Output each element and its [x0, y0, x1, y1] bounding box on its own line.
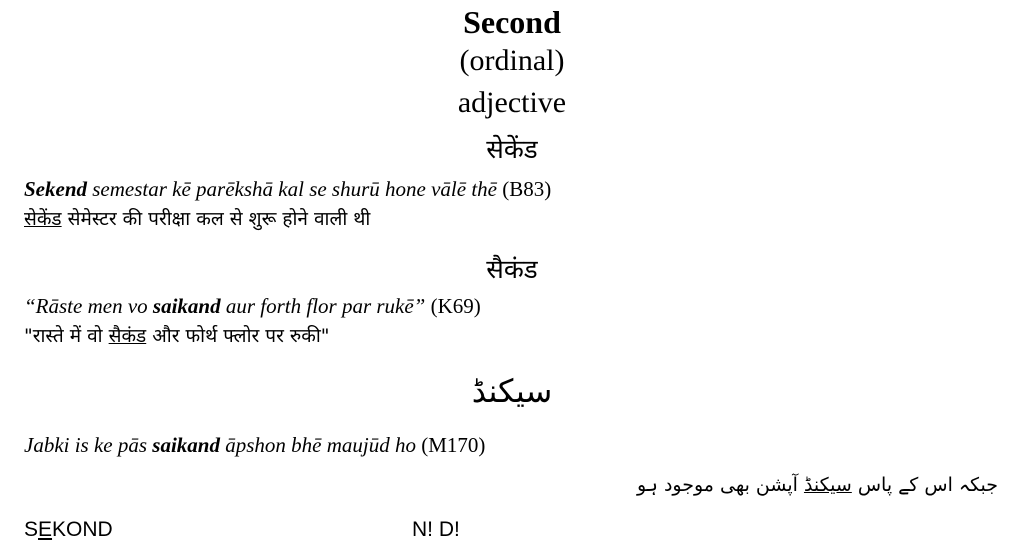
- example-2-bold-word: saikand: [152, 294, 221, 318]
- example-1-underlined-word: सेकेंड: [24, 208, 62, 230]
- devanagari-heading-1: सेकेंड: [486, 135, 538, 165]
- example-2-devanagari-post: और फोर्थ फ्लोर पर रुकी": [146, 325, 330, 347]
- example-2-underlined-word: सैकंड: [108, 325, 147, 347]
- example-2-devanagari: [24, 322, 330, 348]
- example-3-translit-pre: Jabki is ke pās: [24, 433, 153, 457]
- urdu-heading: سیکنڈ: [471, 372, 553, 410]
- example-3-ref: (M170): [415, 433, 486, 457]
- example-3-translit-post: āpshon bhē maujūd ho: [219, 433, 416, 457]
- example-3-urdu-post: آپشن بھی موجود ہو: [636, 474, 804, 496]
- pronunciation-code: [24, 518, 113, 542]
- example-2-translit-post: aur forth flor par rukē”: [220, 294, 426, 318]
- devanagari-heading-2: सैकंड: [486, 255, 538, 285]
- example-1-ref: (B83): [496, 177, 552, 201]
- example-3-urdu: [637, 474, 998, 496]
- example-2-devanagari-pre: "रास्ते में वो: [24, 325, 109, 347]
- example-2-translit-pre: “Rāste men vo: [24, 294, 153, 318]
- example-3-urdu-underlined-word: سیکنڈ: [803, 474, 852, 496]
- pronunciation-letter-s: S: [24, 518, 39, 541]
- entry-subtitle-ordinal: (ordinal): [459, 44, 565, 77]
- symbol-code: N! D!: [412, 518, 460, 541]
- example-3-bold-word: saikand: [152, 433, 220, 457]
- entry-part-of-speech: adjective: [457, 86, 567, 119]
- example-3-transliteration: [24, 433, 485, 458]
- example-2-ref: (K69): [425, 294, 481, 318]
- example-1-translit-rest: semestar kē parēkshā kal se shurū hone vālē thē: [87, 177, 497, 201]
- example-3-urdu-pre: جبکہ اس کے پاس: [851, 474, 998, 496]
- pronunciation-rest: KOND: [52, 518, 113, 541]
- pronunciation-stressed-letter: E: [38, 518, 53, 541]
- example-1-devanagari-rest: सेमेस्टर की परीक्षा कल से शुरू होने वाली थी: [61, 208, 371, 230]
- example-2-transliteration: [24, 294, 481, 319]
- entry-title: Second: [463, 4, 561, 40]
- example-1-devanagari: [24, 205, 370, 231]
- example-1-transliteration: [24, 177, 551, 202]
- example-1-bold-word: Sekend: [24, 177, 87, 201]
